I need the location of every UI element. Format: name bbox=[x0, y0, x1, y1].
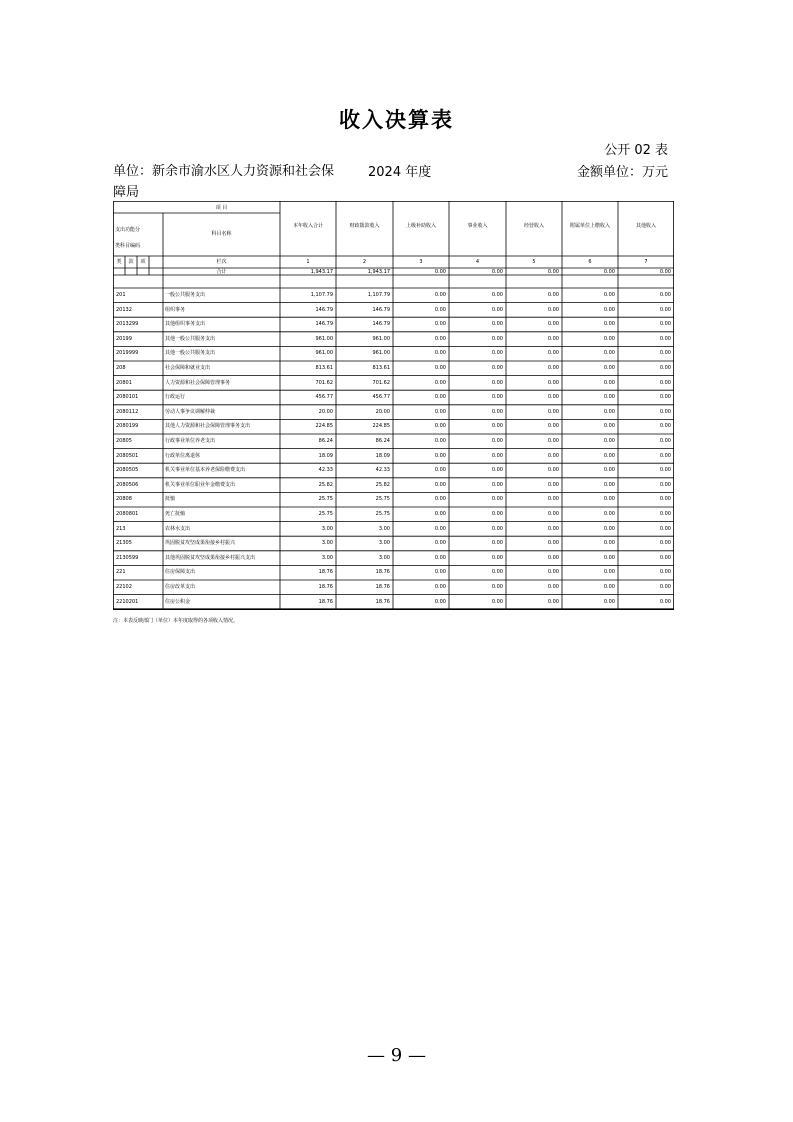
row-value: 0.00 bbox=[659, 598, 671, 605]
row-value: 0.00 bbox=[491, 496, 503, 503]
row-value: 0.00 bbox=[547, 321, 559, 328]
row-value: 0.00 bbox=[603, 335, 615, 342]
column-number: 1 bbox=[306, 259, 310, 265]
row-value: 0.00 bbox=[603, 496, 615, 503]
row-name: 死亡抚恤 bbox=[165, 511, 186, 517]
row-value: 456.77 bbox=[315, 394, 333, 401]
row-value: 0.00 bbox=[434, 335, 446, 342]
header-item: 项 目 bbox=[215, 205, 228, 211]
column-number: 4 bbox=[475, 259, 480, 265]
row-value: 0.00 bbox=[434, 365, 446, 371]
row-value: 0.00 bbox=[434, 408, 446, 415]
row-code: 221 bbox=[116, 569, 126, 576]
total-value: 0.00 bbox=[434, 269, 446, 275]
row-value: 0.00 bbox=[659, 350, 671, 357]
row-value: 0.00 bbox=[434, 598, 446, 605]
column-header: 经营收入 bbox=[523, 223, 544, 229]
row-name: 巩固脱贫攻坚成果衔接乡村振兴 bbox=[165, 540, 236, 547]
total-value: 0.00 bbox=[659, 269, 671, 275]
row-value: 0.00 bbox=[491, 540, 503, 547]
form-number: 公开 02 表 bbox=[604, 143, 668, 158]
total-value: 0.00 bbox=[547, 269, 559, 275]
row-value: 0.00 bbox=[491, 365, 503, 371]
row-value: 0.00 bbox=[547, 408, 559, 415]
row-name: 行政单位离退休 bbox=[165, 452, 201, 459]
row-name: 组织事务 bbox=[165, 306, 186, 313]
row-value: 0.00 bbox=[659, 511, 671, 517]
row-code: 213 bbox=[116, 525, 126, 532]
row-value: 25.75 bbox=[375, 496, 390, 503]
row-value: 0.00 bbox=[659, 306, 671, 313]
row-value: 0.00 bbox=[603, 408, 615, 415]
row-code: 2130599 bbox=[116, 554, 139, 561]
row-value: 0.00 bbox=[434, 292, 446, 298]
row-value: 0.00 bbox=[659, 496, 671, 503]
table-note: 注：本表反映部门（单位）本年度取得的各项收入情况。 bbox=[113, 618, 239, 624]
row-value: 18.76 bbox=[375, 569, 390, 576]
row-value: 0.00 bbox=[659, 540, 671, 547]
row-code: 2080101 bbox=[116, 394, 139, 401]
row-value: 18.76 bbox=[318, 569, 333, 576]
row-code: 2080112 bbox=[116, 408, 139, 415]
header-subject-name: 科目名称 bbox=[211, 231, 232, 237]
row-value: 0.00 bbox=[491, 423, 503, 430]
row-name: 劳动人事争议调解仲裁 bbox=[165, 408, 216, 415]
header-func-code2: 类科目编码 bbox=[115, 243, 141, 249]
column-header: 事业收入 bbox=[467, 223, 488, 229]
row-code: 2080506 bbox=[116, 481, 139, 488]
row-value: 0.00 bbox=[603, 525, 615, 532]
row-value: 0.00 bbox=[434, 496, 446, 503]
row-value: 0.00 bbox=[434, 525, 446, 532]
row-value: 961.00 bbox=[315, 335, 333, 342]
row-name: 其他组织事务支出 bbox=[165, 321, 206, 328]
row-value: 0.00 bbox=[603, 306, 615, 313]
row-value: 0.00 bbox=[603, 423, 615, 430]
row-value: 0.00 bbox=[547, 379, 559, 386]
row-code: 2080801 bbox=[116, 511, 139, 517]
row-value: 0.00 bbox=[547, 452, 559, 459]
row-value: 86.24 bbox=[375, 438, 390, 444]
row-value: 0.00 bbox=[603, 321, 615, 328]
row-value: 224.85 bbox=[315, 423, 333, 430]
fiscal-year: 2024 年度 bbox=[368, 165, 432, 180]
row-code: 22102 bbox=[116, 584, 132, 590]
row-value: 0.00 bbox=[491, 321, 503, 328]
page-title: 收入决算表 bbox=[339, 108, 454, 132]
row-value: 0.00 bbox=[434, 584, 446, 590]
column-number: 5 bbox=[532, 259, 536, 265]
row-code: 20801 bbox=[116, 379, 132, 386]
row-code: 2019999 bbox=[116, 350, 139, 357]
row-value: 456.77 bbox=[372, 394, 390, 401]
row-value: 0.00 bbox=[547, 554, 559, 561]
row-value: 0.00 bbox=[434, 423, 446, 430]
header-func-code: 支出功能分 bbox=[115, 227, 141, 233]
row-value: 0.00 bbox=[603, 438, 615, 444]
row-value: 0.00 bbox=[659, 423, 671, 430]
row-value: 1,107.79 bbox=[310, 292, 333, 298]
column-header: 财政拨款收入 bbox=[349, 223, 380, 229]
row-name: 住房保障支出 bbox=[165, 569, 196, 576]
row-value: 0.00 bbox=[659, 569, 671, 576]
row-value: 0.00 bbox=[491, 292, 503, 298]
row-name: 住房公积金 bbox=[165, 598, 191, 605]
row-value: 146.79 bbox=[372, 306, 390, 313]
row-value: 0.00 bbox=[659, 321, 671, 328]
row-value: 0.00 bbox=[659, 452, 671, 459]
row-value: 0.00 bbox=[491, 306, 503, 313]
row-value: 0.00 bbox=[491, 598, 503, 605]
row-value: 0.00 bbox=[547, 438, 559, 444]
header-kuan: 款 bbox=[128, 259, 134, 265]
row-value: 0.00 bbox=[659, 438, 671, 444]
row-value: 0.00 bbox=[659, 292, 671, 298]
row-name: 住房改革支出 bbox=[165, 584, 196, 590]
row-name: 其他人力资源和社会保障管理事务支出 bbox=[165, 423, 251, 430]
row-name: 行政事业单位养老支出 bbox=[165, 438, 216, 444]
row-value: 701.62 bbox=[315, 379, 333, 386]
row-name: 其他巩固脱贫攻坚成果衔接乡村振兴支出 bbox=[165, 554, 256, 561]
row-name: 社会保障和就业支出 bbox=[165, 365, 211, 371]
row-value: 0.00 bbox=[659, 584, 671, 590]
row-value: 25.82 bbox=[375, 481, 390, 488]
row-value: 0.00 bbox=[547, 423, 559, 430]
row-value: 25.82 bbox=[318, 481, 333, 488]
row-value: 0.00 bbox=[547, 540, 559, 547]
row-value: 701.62 bbox=[372, 379, 390, 386]
row-value: 0.00 bbox=[434, 569, 446, 576]
row-value: 3.00 bbox=[321, 554, 333, 561]
row-value: 3.00 bbox=[378, 554, 390, 561]
row-value: 0.00 bbox=[491, 408, 503, 415]
row-value: 0.00 bbox=[547, 511, 559, 517]
row-value: 0.00 bbox=[434, 394, 446, 401]
header-lei: 类 bbox=[116, 259, 122, 265]
row-code: 201 bbox=[116, 292, 126, 298]
row-value: 0.00 bbox=[491, 481, 503, 488]
row-value: 0.00 bbox=[603, 554, 615, 561]
row-value: 0.00 bbox=[547, 365, 559, 371]
row-value: 0.00 bbox=[491, 525, 503, 532]
column-header: 上级补助收入 bbox=[405, 223, 436, 229]
row-value: 0.00 bbox=[547, 394, 559, 401]
column-number: 6 bbox=[588, 259, 592, 265]
row-value: 961.00 bbox=[315, 350, 333, 357]
row-value: 42.33 bbox=[375, 467, 390, 474]
page-number: — 9 — bbox=[367, 1045, 426, 1066]
row-code: 2080505 bbox=[116, 467, 139, 474]
row-value: 0.00 bbox=[603, 569, 615, 576]
row-code: 2080199 bbox=[116, 423, 139, 430]
row-name: 农林水支出 bbox=[165, 525, 191, 532]
column-number: 7 bbox=[644, 259, 648, 265]
row-value: 0.00 bbox=[659, 525, 671, 532]
row-value: 0.00 bbox=[491, 569, 503, 576]
row-value: 0.00 bbox=[603, 394, 615, 401]
row-value: 961.00 bbox=[372, 350, 390, 357]
row-value: 0.00 bbox=[603, 540, 615, 547]
row-value: 0.00 bbox=[434, 379, 446, 386]
row-value: 0.00 bbox=[659, 481, 671, 488]
row-value: 0.00 bbox=[547, 584, 559, 590]
row-value: 0.00 bbox=[491, 335, 503, 342]
row-value: 146.79 bbox=[315, 306, 333, 313]
row-value: 0.00 bbox=[434, 452, 446, 459]
row-value: 1,107.79 bbox=[367, 292, 390, 298]
row-value: 0.00 bbox=[491, 584, 503, 590]
row-value: 813.61 bbox=[315, 365, 333, 371]
column-header: 其他收入 bbox=[635, 223, 656, 229]
row-value: 0.00 bbox=[659, 365, 671, 371]
row-value: 0.00 bbox=[491, 350, 503, 357]
row-code: 21305 bbox=[116, 540, 132, 547]
row-value: 0.00 bbox=[434, 350, 446, 357]
row-value: 18.76 bbox=[375, 598, 390, 605]
row-name: 机关事业单位基本养老保险缴费支出 bbox=[165, 467, 246, 474]
row-code: 2210201 bbox=[116, 598, 139, 605]
total-value: 0.00 bbox=[491, 269, 503, 275]
row-value: 0.00 bbox=[434, 321, 446, 328]
row-value: 0.00 bbox=[603, 598, 615, 605]
total-value: 0.00 bbox=[603, 269, 615, 275]
row-value: 0.00 bbox=[659, 335, 671, 342]
row-value: 0.00 bbox=[491, 438, 503, 444]
row-value: 0.00 bbox=[547, 496, 559, 503]
row-value: 0.00 bbox=[603, 365, 615, 371]
row-value: 0.00 bbox=[434, 306, 446, 313]
row-value: 0.00 bbox=[547, 467, 559, 474]
row-code: 208 bbox=[116, 365, 126, 371]
row-value: 18.09 bbox=[375, 452, 390, 459]
row-value: 0.00 bbox=[434, 540, 446, 547]
total-value: 1,943.17 bbox=[367, 269, 390, 275]
row-value: 0.00 bbox=[547, 481, 559, 488]
row-value: 0.00 bbox=[434, 467, 446, 474]
total-value: 1,943.17 bbox=[310, 269, 333, 275]
row-value: 0.00 bbox=[603, 467, 615, 474]
row-value: 146.79 bbox=[372, 321, 390, 328]
row-value: 18.76 bbox=[318, 584, 333, 590]
row-value: 0.00 bbox=[659, 408, 671, 415]
row-value: 0.00 bbox=[491, 467, 503, 474]
unit-name: 单位：新余市渝水区人力资源和社会保障局 bbox=[113, 164, 335, 200]
row-value: 0.00 bbox=[603, 452, 615, 459]
row-code: 2013299 bbox=[116, 321, 139, 328]
row-value: 18.76 bbox=[375, 584, 390, 590]
row-value: 0.00 bbox=[434, 554, 446, 561]
row-value: 0.00 bbox=[603, 379, 615, 386]
row-name: 行政运行 bbox=[165, 394, 186, 401]
row-value: 86.24 bbox=[318, 438, 333, 444]
row-value: 18.76 bbox=[318, 598, 333, 605]
row-value: 0.00 bbox=[603, 292, 615, 298]
row-value: 0.00 bbox=[547, 525, 559, 532]
row-value: 146.79 bbox=[315, 321, 333, 328]
row-value: 0.00 bbox=[434, 438, 446, 444]
row-value: 0.00 bbox=[547, 350, 559, 357]
row-value: 25.75 bbox=[318, 511, 333, 517]
row-value: 18.09 bbox=[318, 452, 333, 459]
row-value: 0.00 bbox=[603, 481, 615, 488]
column-header: 附属单位上缴收入 bbox=[569, 223, 610, 229]
row-value: 25.75 bbox=[318, 496, 333, 503]
row-name: 人力资源和社会保障管理事务 bbox=[165, 379, 231, 386]
row-code: 2080501 bbox=[116, 452, 139, 459]
row-value: 20.00 bbox=[375, 408, 390, 415]
row-value: 0.00 bbox=[659, 394, 671, 401]
row-name: 一般公共服务支出 bbox=[165, 292, 206, 298]
income-table bbox=[113, 201, 674, 612]
column-number: 2 bbox=[362, 259, 367, 265]
row-value: 3.00 bbox=[378, 525, 390, 532]
row-value: 813.61 bbox=[372, 365, 390, 371]
row-value: 20.00 bbox=[318, 408, 333, 415]
row-value: 3.00 bbox=[321, 525, 333, 532]
row-value: 0.00 bbox=[547, 598, 559, 605]
row-value: 0.00 bbox=[603, 350, 615, 357]
row-name: 机关事业单位职业年金缴费支出 bbox=[165, 481, 236, 488]
row-name: 其他一般公共服务支出 bbox=[165, 335, 216, 342]
row-value: 0.00 bbox=[603, 584, 615, 590]
row-value: 0.00 bbox=[547, 335, 559, 342]
row-value: 42.33 bbox=[318, 467, 333, 474]
row-value: 0.00 bbox=[659, 467, 671, 474]
row-value: 0.00 bbox=[547, 569, 559, 576]
row-name: 抚恤 bbox=[165, 496, 176, 503]
total-label: 合计 bbox=[216, 269, 227, 275]
row-value: 3.00 bbox=[378, 540, 390, 547]
header-seq: 栏次 bbox=[216, 259, 227, 265]
row-value: 0.00 bbox=[547, 306, 559, 313]
row-value: 0.00 bbox=[547, 292, 559, 298]
header-xiang: 项 bbox=[140, 259, 146, 265]
row-code: 20805 bbox=[116, 438, 132, 444]
row-value: 0.00 bbox=[659, 554, 671, 561]
row-name: 其他一般公共服务支出 bbox=[165, 350, 216, 357]
row-value: 224.85 bbox=[372, 423, 390, 430]
row-value: 0.00 bbox=[434, 511, 446, 517]
column-header: 本年收入合计 bbox=[292, 223, 323, 229]
row-value: 0.00 bbox=[659, 379, 671, 386]
row-value: 0.00 bbox=[491, 511, 503, 517]
row-value: 0.00 bbox=[491, 394, 503, 401]
row-value: 0.00 bbox=[603, 511, 615, 517]
row-code: 20199 bbox=[116, 335, 132, 342]
column-number: 3 bbox=[419, 259, 423, 265]
amount-unit: 金额单位：万元 bbox=[576, 165, 668, 180]
row-code: 20808 bbox=[116, 496, 132, 503]
row-code: 20132 bbox=[116, 306, 132, 313]
row-value: 0.00 bbox=[491, 379, 503, 386]
row-value: 3.00 bbox=[321, 540, 333, 547]
row-value: 0.00 bbox=[491, 554, 503, 561]
row-value: 0.00 bbox=[491, 452, 503, 459]
row-value: 961.00 bbox=[372, 335, 390, 342]
row-value: 25.75 bbox=[375, 511, 390, 517]
row-value: 0.00 bbox=[434, 481, 446, 488]
